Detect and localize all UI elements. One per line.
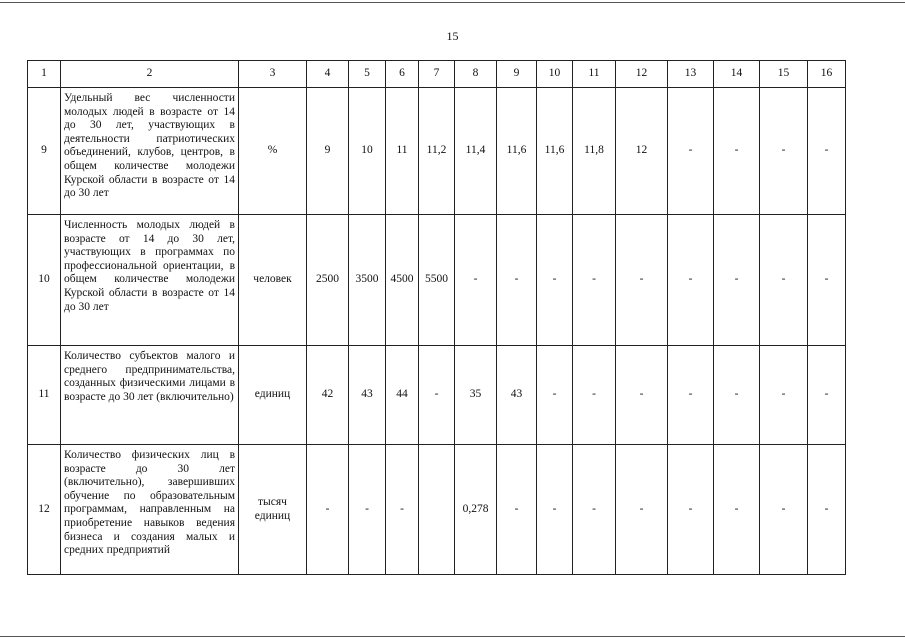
column-number: 11 [573,61,616,88]
column-number: 14 [714,61,760,88]
value-cell: - [386,445,419,575]
value-cell: 10 [349,88,386,215]
scan-bottom-edge [0,636,905,637]
column-number: 3 [239,61,307,88]
row-number: 11 [28,346,61,445]
value-cell: - [760,445,808,575]
column-number: 13 [668,61,714,88]
value-cell: - [573,445,616,575]
scan-top-edge [0,2,905,3]
value-cell: 42 [307,346,349,445]
value-cell: - [714,215,760,346]
value-cell: - [808,88,846,215]
value-cell: - [307,445,349,575]
indicator-description: Количество субъектов малого и среднего предпринимательства, созданных физическими лицами в возрасте до 30 лет (включительно) [61,346,239,445]
column-number: 10 [537,61,573,88]
value-cell: - [419,346,455,445]
value-cell: - [537,215,573,346]
indicator-description: Количество физических лиц в возрасте до 30 лет (включительно), завершивших обучение по образовательным программам, направленным на приобретение навыков ведения бизнеса и создания малых и средних предприятий [61,445,239,575]
value-cell: - [349,445,386,575]
column-number: 5 [349,61,386,88]
value-cell: 11 [386,88,419,215]
table-header-row [28,61,846,88]
value-cell: - [714,445,760,575]
table-row [28,445,846,575]
value-cell: 11,6 [537,88,573,215]
column-number: 7 [419,61,455,88]
column-number: 12 [616,61,668,88]
column-number: 8 [455,61,497,88]
value-cell: - [668,346,714,445]
value-cell: - [760,88,808,215]
row-number: 12 [28,445,61,575]
table-row [28,346,846,445]
unit-cell: единиц [239,346,307,445]
value-cell: - [808,215,846,346]
value-cell: - [616,215,668,346]
indicator-description: Численность молодых людей в возрасте от 14 до 30 лет, участвующих в программах по профессиональной ориентации, в общем количестве молодежи Курской области в возрасте от 14 до 30 лет [61,215,239,346]
value-cell: - [808,445,846,575]
indicator-description: Удельный вес численности молодых людей в возрасте от 14 до 30 лет, участвующих в деятельности патриотических объединений, клубов, центров, в общем количестве молодежи Курской области в возрасте от 14 до 30 лет [61,88,239,215]
value-cell: 3500 [349,215,386,346]
column-number: 1 [28,61,61,88]
value-cell: - [668,215,714,346]
value-cell: 0,278 [455,445,497,575]
indicators-table [27,60,846,575]
value-cell: - [760,346,808,445]
value-cell: - [616,346,668,445]
unit-cell: % [239,88,307,215]
value-cell: 44 [386,346,419,445]
row-number: 9 [28,88,61,215]
unit-cell: человек [239,215,307,346]
value-cell: - [714,88,760,215]
column-number: 16 [808,61,846,88]
value-cell: - [668,88,714,215]
value-cell: 11,8 [573,88,616,215]
column-number: 2 [61,61,239,88]
table-row [28,88,846,215]
value-cell: - [573,215,616,346]
value-cell: - [537,445,573,575]
column-number: 4 [307,61,349,88]
value-cell: 43 [349,346,386,445]
value-cell: 12 [616,88,668,215]
value-cell: 11,6 [497,88,537,215]
value-cell: - [668,445,714,575]
value-cell: - [537,346,573,445]
column-number: 15 [760,61,808,88]
value-cell: - [714,346,760,445]
row-number: 10 [28,215,61,346]
value-cell: 35 [455,346,497,445]
table-row [28,215,846,346]
value-cell: 11,4 [455,88,497,215]
value-cell: - [616,445,668,575]
value-cell: 11,2 [419,88,455,215]
value-cell: 5500 [419,215,455,346]
value-cell: - [808,346,846,445]
value-cell: 43 [497,346,537,445]
column-number: 6 [386,61,419,88]
value-cell [419,445,455,575]
value-cell: 4500 [386,215,419,346]
value-cell: 9 [307,88,349,215]
column-number: 9 [497,61,537,88]
value-cell: - [760,215,808,346]
value-cell: - [455,215,497,346]
unit-cell: тысяч единиц [239,445,307,575]
value-cell: 2500 [307,215,349,346]
value-cell: - [497,215,537,346]
page-number: 15 [446,29,459,43]
value-cell: - [573,346,616,445]
value-cell: - [497,445,537,575]
